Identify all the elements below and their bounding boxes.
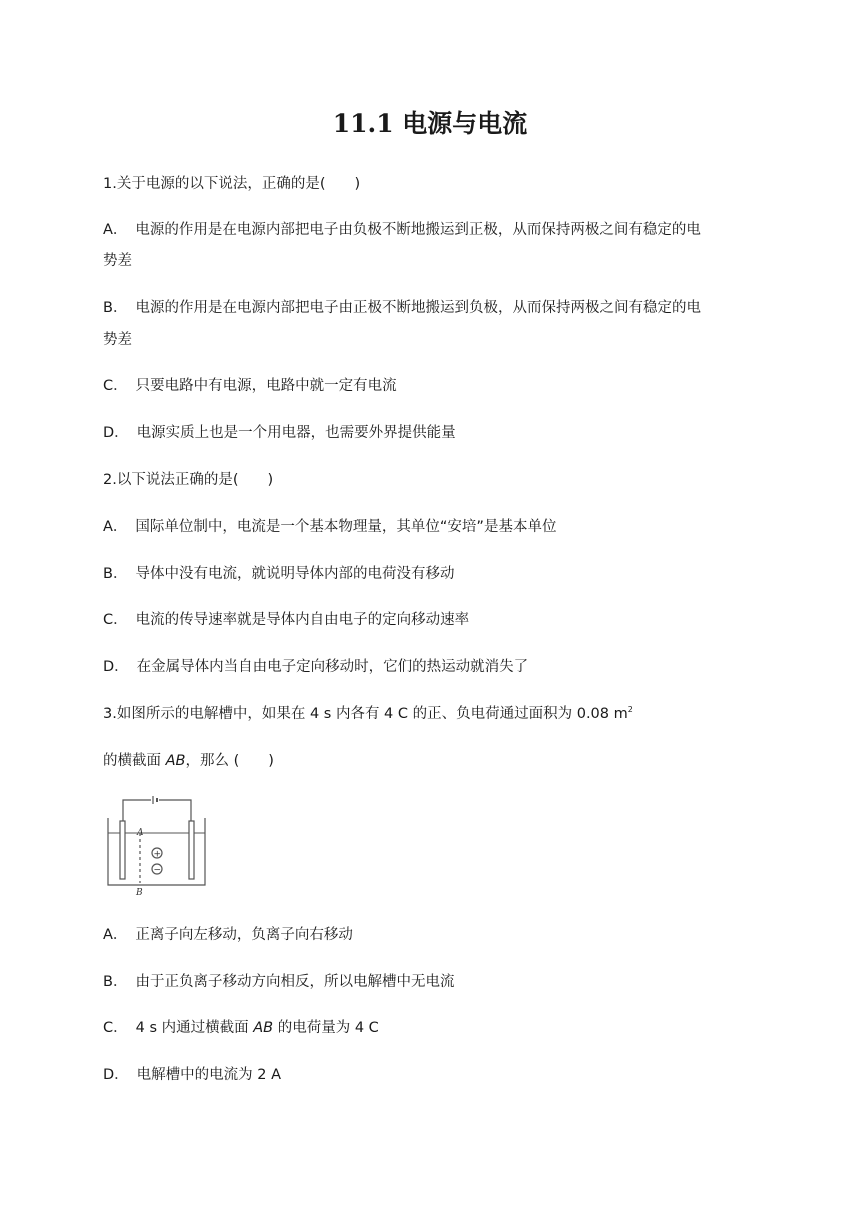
option-letter: C． xyxy=(103,378,128,394)
minus-sign: − xyxy=(153,865,162,876)
q1-option-b xyxy=(103,296,701,317)
option-text: 由于正负离子移动方向相反，所以电解槽中无电流 xyxy=(135,974,455,990)
option-letter: D． xyxy=(103,659,129,675)
option-letter: B． xyxy=(103,974,128,990)
wire-left xyxy=(123,800,151,821)
right-electrode xyxy=(189,821,194,879)
option-text: 电源的作用是在电源内部把电子由负极不断地搬运到正极，从而保持两极之间有稳定的电 xyxy=(135,222,701,238)
cross-section-label: AB xyxy=(165,753,186,769)
option-letter: C． xyxy=(103,612,128,628)
option-text: 正离子向左移动，负离子向右移动 xyxy=(135,927,353,943)
q3-option-a xyxy=(103,923,353,944)
page-title: 11.1 电源与电流 xyxy=(332,109,528,138)
option-letter: B． xyxy=(103,300,128,316)
q3-option-c xyxy=(103,1016,379,1037)
option-text: 电解槽中的电流为 2 A xyxy=(136,1067,282,1083)
left-electrode xyxy=(120,821,125,879)
q1-option-a xyxy=(103,218,701,239)
plus-sign: + xyxy=(153,849,162,860)
question-3-stem-text: 3.如图所示的电解槽中，如果在 4 s 内各有 4 C 的正、负电荷通过面积为 0.08 m xyxy=(103,706,628,722)
q1-option-a-cont: 势差 xyxy=(103,253,132,269)
option-letter: C． xyxy=(103,1020,128,1036)
option-text: 在金属导体内当自由电子定向移动时，它们的热运动就消失了 xyxy=(136,659,529,675)
option-letter: D． xyxy=(103,425,129,441)
q3-option-b xyxy=(103,970,454,991)
question-3-stem xyxy=(103,702,633,723)
q2-option-d xyxy=(103,655,528,676)
q2-option-a xyxy=(103,515,556,536)
q1-option-c xyxy=(103,374,397,395)
option-letter: A． xyxy=(103,519,128,535)
option-text: 只要电路中有电源，电路中就一定有电流 xyxy=(135,378,397,394)
q3-option-d xyxy=(103,1063,281,1084)
q1-option-d xyxy=(103,421,456,442)
option-text: 导体中没有电流，就说明导体内部的电荷没有移动 xyxy=(135,566,455,582)
question-3-stem-cont xyxy=(103,749,274,770)
superscript: 2 xyxy=(627,705,633,715)
option-letter: D． xyxy=(103,1067,129,1083)
electrolytic-cell-figure xyxy=(103,793,213,898)
stem-text: ，那么 ( ) xyxy=(185,753,274,769)
q2-option-c xyxy=(103,608,469,629)
wire-right xyxy=(159,800,191,821)
option-text: 电源的作用是在电源内部把电子由正极不断地搬运到负极，从而保持两极之间有稳定的电 xyxy=(135,300,701,316)
question-1-stem: 1.关于电源的以下说法，正确的是( ) xyxy=(103,176,361,192)
option-letter: A． xyxy=(103,222,128,238)
question-2-stem: 2.以下说法正确的是( ) xyxy=(103,472,274,488)
q1-option-b-cont: 势差 xyxy=(103,332,132,348)
option-letter: B． xyxy=(103,566,128,582)
option-text: 国际单位制中，电流是一个基本物理量，其单位“安培”是基本单位 xyxy=(135,519,557,535)
label-b: B xyxy=(136,888,143,898)
option-text: 电流的传导速率就是导体内自由电子的定向移动速率 xyxy=(135,612,470,628)
cross-section-label: AB xyxy=(253,1020,274,1036)
option-text: 的电荷量为 4 C xyxy=(273,1020,379,1036)
label-a: A xyxy=(137,828,144,838)
option-letter: A． xyxy=(103,927,128,943)
stem-text: 的横截面 xyxy=(103,753,166,769)
q2-option-b xyxy=(103,562,454,583)
option-text: 4 s 内通过横截面 xyxy=(135,1020,254,1036)
option-text: 电源实质上也是一个用电器，也需要外界提供能量 xyxy=(136,425,456,441)
